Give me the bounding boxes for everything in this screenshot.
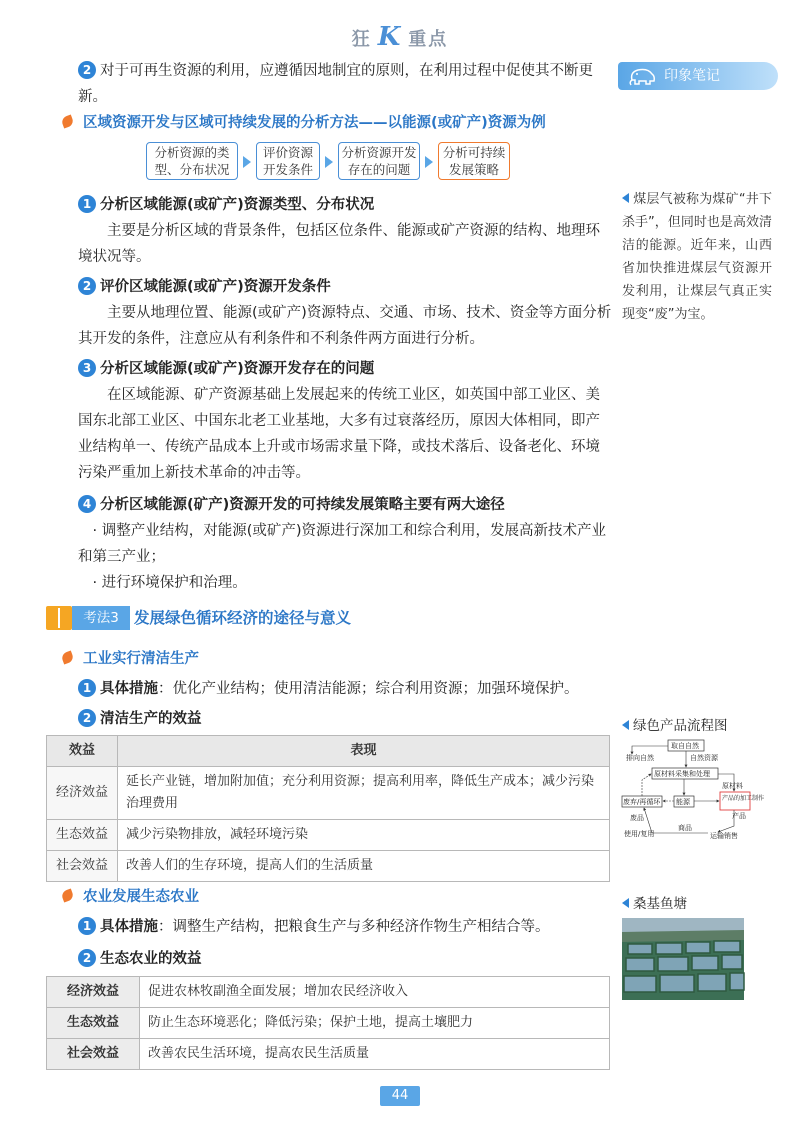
mulberry-fish-pond-photo [622, 918, 744, 1000]
leaf-bullet-icon [60, 114, 74, 128]
table-cell: 减少污染物排放，减轻环境污染 [118, 820, 610, 851]
section-agri-title: 农业发展生态农业 [62, 886, 199, 908]
diagram-label: 产品 [732, 812, 746, 820]
item-2-text: 主要从地理位置、能源(或矿产)资源特点、交通、市场、技术、资金等方面分析其开发的条件，注意应从有利条件和不利条件两方面进行分析。 [78, 305, 612, 347]
table-header: 效益 [47, 736, 118, 767]
diagram-label: 能源 [676, 798, 690, 806]
table-cell: 防止生态环境恶化；降低污染；保护土地，提高土壤肥力 [140, 1008, 610, 1039]
flow-box-3: 分析资源开发 存在的问题 [338, 142, 420, 180]
diagram-label: 排向自然 [626, 754, 654, 762]
industry-benefit-heading: 2 清洁生产的效益 [78, 708, 202, 730]
agri-benefit-heading: 2 生态农业的效益 [78, 948, 202, 970]
item-1-heading: 1 分析区域能源(或矿产)资源类型、分布状况 [78, 194, 374, 216]
kaofa-tag: 考法3 [72, 606, 130, 630]
number-badge: 3 [78, 359, 96, 377]
flow-arrow [325, 156, 333, 168]
section-industry-title: 工业实行清洁生产 [62, 648, 199, 670]
item-2-heading: 2 评价区域能源(或矿产)资源开发条件 [78, 276, 331, 298]
pointer-icon [622, 193, 629, 203]
industry-measure: 1 具体措施：优化产业结构；使用清洁能源；综合利用资源；加强环境保护。 [78, 676, 618, 702]
diagram-label: 取自自然 [671, 742, 699, 750]
table-row [47, 1008, 610, 1039]
table-row [47, 851, 610, 882]
note-banner [618, 62, 778, 90]
section-method-title [62, 112, 622, 134]
diagram-label: 原材料 [722, 782, 743, 790]
item-3-heading: 3 分析区域能源(或矿产)资源开发存在的问题 [78, 358, 374, 380]
table-cell: 生态效益 [47, 820, 118, 851]
flow-box-2: 评价资源 开发条件 [256, 142, 320, 180]
table-cell: 经济效益 [47, 977, 140, 1008]
number-badge: 1 [78, 195, 96, 213]
book-icon [46, 606, 72, 630]
elephant-icon [628, 66, 658, 86]
table-cell: 社会效益 [47, 851, 118, 882]
flow-box-4: 分析可持续 发展策略 [438, 142, 510, 180]
number-badge: 2 [78, 61, 96, 79]
kaofa-title: 发展绿色循环经济的途径与意义 [134, 609, 352, 627]
para-renewable [78, 58, 614, 110]
number-badge: 4 [78, 495, 96, 513]
clean-production-table [46, 735, 610, 882]
page-number: 44 [380, 1086, 420, 1106]
table-row [47, 767, 610, 820]
table-cell: 促进农林牧副渔全面发展；增加农民经济收入 [140, 977, 610, 1008]
note-banner-label: 印象笔记 [664, 68, 720, 84]
diagram-label: 运输销售 [710, 832, 738, 840]
diagram-label: 使用/复用 [624, 830, 655, 838]
table-cell: 社会效益 [47, 1039, 140, 1070]
leaf-bullet-icon [60, 650, 74, 664]
diagram-label: 废弃/再循环 [623, 798, 661, 806]
bullet-item: · 进行环境保护和治理。 [92, 575, 247, 591]
item-1-text: 主要是分析区域的背景条件，包括区位条件、能源或矿产资源的结构、地理环境状况等。 [78, 223, 600, 265]
number-badge: 1 [78, 917, 96, 935]
section-title-text: 区域资源开发与区域可持续发展的分析方法——以能源(或矿产)资源为例 [83, 115, 546, 131]
green-diagram-caption: 绿色产品流程图 [622, 714, 728, 734]
table-cell: 生态效益 [47, 1008, 140, 1039]
header-left: 狂 [351, 29, 372, 50]
table-cell: 延长产业链，增加附加值；充分利用资源；提高利用率，降低生产成本；减少污染治理费用 [118, 767, 610, 820]
item-3-text: 在区域能源、矿产资源基础上发展起来的传统工业区，如英国中部工业区、美国东北部工业区、中国东北老工业基地，大多有过衰落经历，原因大体相同，即产业结构单一、传统产品成本上升或市场需求量下降，或技术落后、设备老化、环境污染严重加上新技术革命的冲击等。 [78, 387, 600, 481]
side-note-coal: 煤层气被称为煤矿“井下杀手”，但同时也是高效清洁的能源。近年来，山西省加快推进煤层气资源开发利用，让煤层气真正实现变“废”为宝。 [622, 192, 772, 322]
leaf-bullet-icon [60, 888, 74, 902]
number-badge: 1 [78, 679, 96, 697]
table-row [47, 1039, 610, 1070]
item-4-bullets [78, 518, 614, 596]
table-header: 表现 [118, 736, 610, 767]
pointer-icon [622, 898, 629, 908]
table-cell: 改善人们的生存环境，提高人们的生活质量 [118, 851, 610, 882]
flow-arrow [243, 156, 251, 168]
diagram-label: 废品 [630, 814, 644, 822]
table-cell: 改善农民生活环境，提高农民生活质量 [140, 1039, 610, 1070]
header-k-logo: K [377, 22, 403, 52]
number-badge: 2 [78, 277, 96, 295]
photo-caption: 桑基鱼塘 [622, 892, 687, 912]
header-right: 重点 [408, 29, 449, 50]
diagram-label: 产品的加工制作 [722, 795, 765, 802]
diagram-label: 自然资源 [690, 754, 718, 762]
green-product-flow-diagram [622, 738, 765, 842]
eco-agriculture-table [46, 976, 610, 1070]
number-badge: 2 [78, 709, 96, 727]
page-header [0, 22, 800, 52]
flow-box-1: 分析资源的类 型、分布状况 [146, 142, 238, 180]
bullet-item: · 调整产业结构，对能源(或矿产)资源进行深加工和综合利用，发展高新技术产业和第三产业； [78, 523, 607, 565]
table-header-row [47, 736, 610, 767]
item-4-heading: 4 分析区域能源(矿产)资源开发的可持续发展策略主要有两大途径 [78, 494, 505, 516]
para-text: 对于可再生资源的利用，应遵循因地制宜的原则，在利用过程中促使其不断更新。 [78, 63, 593, 105]
table-row [47, 977, 610, 1008]
table-row [47, 820, 610, 851]
diagram-label: 商品 [678, 824, 692, 832]
number-badge: 2 [78, 949, 96, 967]
flow-arrow [425, 156, 433, 168]
diagram-label: 原材料采集和处理 [654, 770, 710, 778]
pointer-icon [622, 720, 629, 730]
agri-measure: 1 具体措施：调整生产结构，把粮食生产与多种经济作物生产相结合等。 [78, 914, 618, 940]
table-cell: 经济效益 [47, 767, 118, 820]
